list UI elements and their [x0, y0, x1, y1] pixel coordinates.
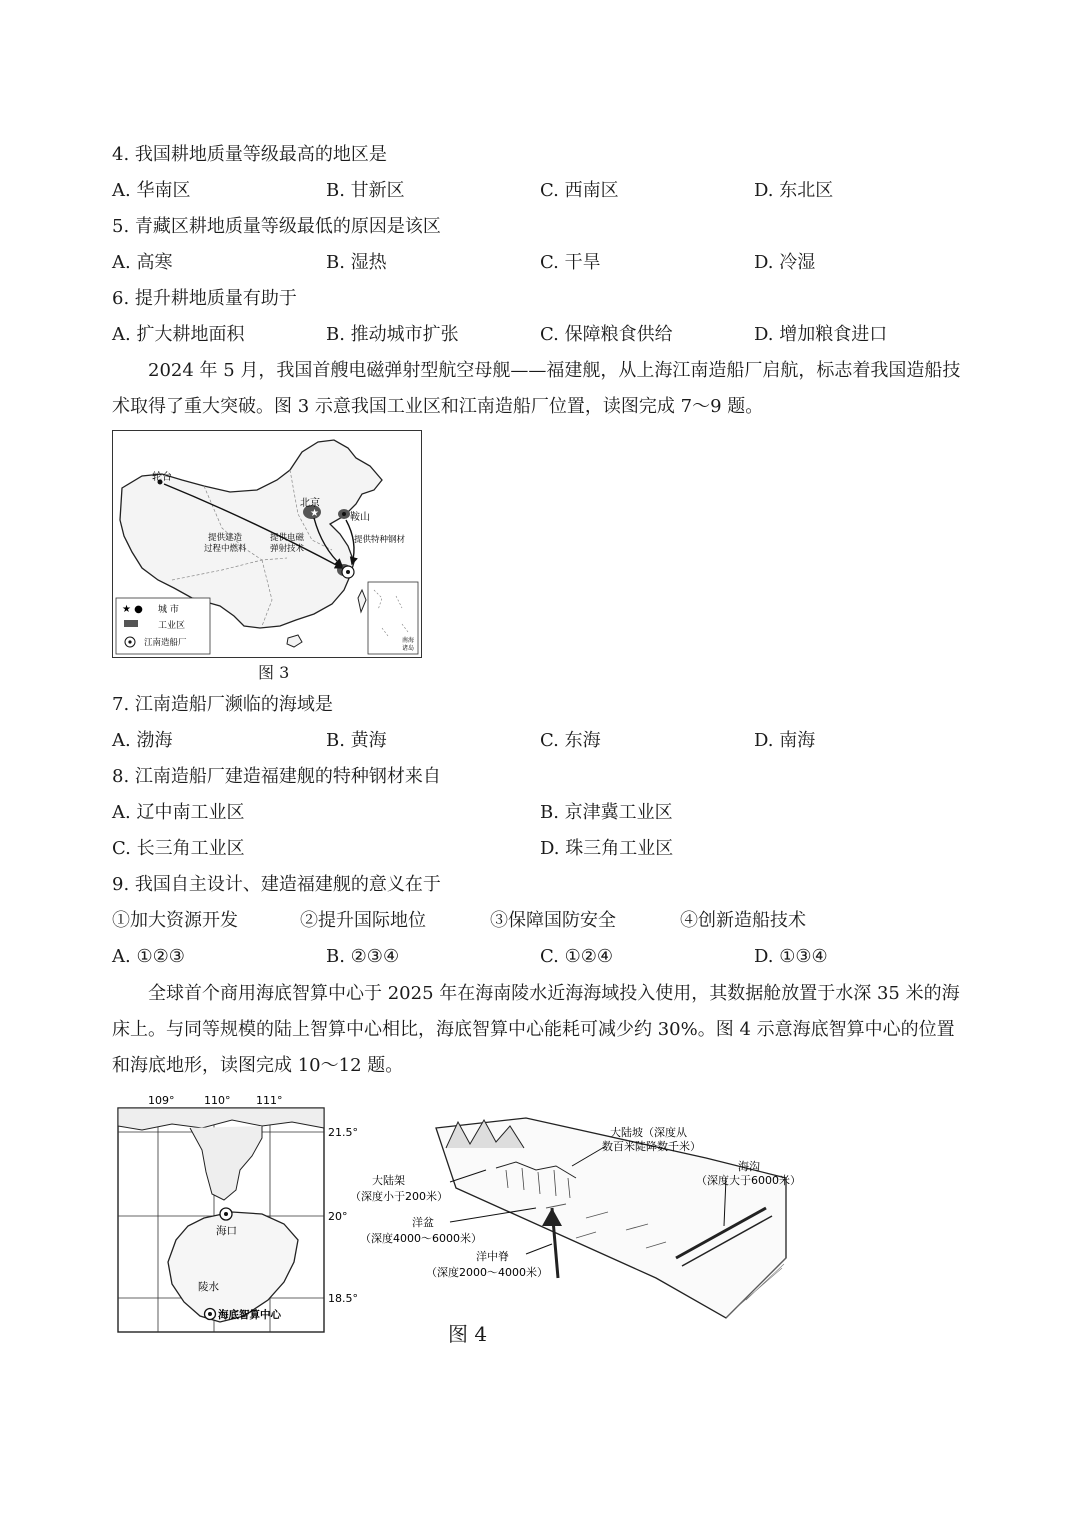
question-5-option-b[interactable]: B. 湿热 [326, 252, 387, 273]
question-7-stem: 7. 江南造船厂濒临的海域是 [112, 694, 333, 715]
svg-text:★ ●: ★ ● [122, 604, 143, 615]
figure-4-caption: 图 4 [448, 1322, 488, 1346]
label-trench-2: （深度大于6000米） [696, 1174, 801, 1187]
question-9-option-d[interactable]: D. ①③④ [754, 946, 828, 967]
lon-109: 109° [148, 1094, 175, 1107]
label-luntai: 轮台 [152, 472, 172, 483]
label-fuel-2: 过程中燃料 [204, 544, 247, 554]
label-trench-1: 海沟 [738, 1160, 760, 1173]
question-7-option-c[interactable]: C. 东海 [540, 730, 601, 751]
lon-110: 110° [204, 1094, 231, 1107]
question-7-option-b[interactable]: B. 黄海 [326, 730, 387, 751]
question-6-option-b[interactable]: B. 推动城市扩张 [326, 324, 459, 345]
figure-3-map [112, 430, 422, 658]
label-basin-2: （深度4000～6000米） [360, 1232, 482, 1245]
question-6-stem: 6. 提升耕地质量有助于 [112, 288, 297, 309]
question-9-option-b[interactable]: B. ②③④ [326, 946, 400, 967]
question-9-stem: 9. 我国自主设计、建造福建舰的意义在于 [112, 874, 441, 895]
label-ridge-2: （深度2000～4000米） [426, 1266, 548, 1279]
question-4-stem: 4. 我国耕地质量等级最高的地区是 [112, 144, 387, 165]
figure-4-hainan-map [112, 1090, 362, 1335]
label-basin-1: 洋盆 [412, 1216, 434, 1229]
question-9-option-c[interactable]: C. ①②④ [540, 946, 613, 967]
question-6-option-c[interactable]: C. 保障粮食供给 [540, 324, 673, 345]
label-slope-1: 大陆坡（深度从 [610, 1126, 687, 1139]
figure-3-caption: 图 3 [258, 663, 290, 682]
question-8-option-b[interactable]: B. 京津冀工业区 [540, 802, 673, 823]
svg-text:★: ★ [310, 508, 319, 519]
label-ridge-1: 洋中脊 [476, 1250, 509, 1263]
intro-paragraph-10-12: 全球首个商用海底智算中心于 2025 年在海南陵水近海海域投入使用，其数据舱放置于水深 35 米的海床上。与同等规模的陆上智算中心相比，海底智算中心能耗可减少约 30%。图 4 示意海底智算中心的位置和海底地形，读图完成 10～12 题。 [112, 983, 960, 1076]
question-9-item-1: ①加大资源开发 [112, 910, 238, 931]
question-4-option-c[interactable]: C. 西南区 [540, 180, 619, 201]
svg-text:诸: 诸 [402, 645, 409, 652]
question-7-option-d[interactable]: D. 南海 [754, 730, 816, 751]
lat-21-5: 21.5° [328, 1126, 358, 1139]
question-9-item-3: ③保障国防安全 [490, 910, 616, 931]
legend-industrial: 工业区 [158, 621, 186, 631]
question-4-option-b[interactable]: B. 甘新区 [326, 180, 405, 201]
question-7-option-a[interactable]: A. 渤海 [112, 730, 173, 751]
legend-shipyard: 江南造船厂 [144, 638, 187, 648]
lat-20: 20° [328, 1210, 348, 1223]
question-5-stem: 5. 青藏区耕地质量等级最低的原因是该区 [112, 216, 441, 237]
label-subsea-center: 海底智算中心 [218, 1309, 281, 1321]
question-9-item-4: ④创新造船技术 [680, 910, 806, 931]
label-lingshui: 陵水 [198, 1281, 219, 1293]
question-5-option-c[interactable]: C. 干旱 [540, 252, 601, 273]
question-8-option-a[interactable]: A. 辽中南工业区 [112, 802, 245, 823]
label-fuel-1: 提供建造 [208, 533, 243, 543]
question-9-option-a[interactable]: A. ①②③ [112, 946, 185, 967]
label-tech-2: 弹射技术 [270, 544, 305, 554]
question-9-item-2: ②提升国际地位 [300, 910, 426, 931]
question-5-option-a[interactable]: A. 高寒 [112, 252, 173, 273]
label-steel: 提供特种钢材 [354, 535, 406, 545]
question-8-option-c[interactable]: C. 长三角工业区 [112, 838, 245, 859]
intro-paragraph-7-9: 2024 年 5 月，我国首艘电磁弹射型航空母舰——福建舰，从上海江南造船厂启航，标志着我国造船技术取得了重大突破。图 3 示意我国工业区和江南造船厂位置，读图完成 7～9 题。 [112, 360, 961, 417]
lon-111: 111° [256, 1094, 283, 1107]
lat-18-5: 18.5° [328, 1292, 358, 1305]
question-8-stem: 8. 江南造船厂建造福建舰的特种钢材来自 [112, 766, 441, 787]
question-4-option-d[interactable]: D. 东北区 [754, 180, 834, 201]
svg-text:岛: 岛 [408, 645, 415, 652]
question-6-option-d[interactable]: D. 增加粮食进口 [754, 324, 888, 345]
question-8-option-d[interactable]: D. 珠三角工业区 [540, 838, 674, 859]
figure-4-seafloor-diagram [346, 1108, 816, 1323]
label-slope-2: 数百米陡降数千米） [602, 1140, 701, 1153]
label-haikou: 海口 [216, 1225, 237, 1237]
label-beijing: 北京 [300, 498, 320, 509]
svg-text:南: 南 [402, 637, 409, 644]
legend-city: 城 市 [158, 605, 179, 615]
question-4-option-a[interactable]: A. 华南区 [112, 180, 191, 201]
label-shelf-1: 大陆架 [372, 1174, 405, 1187]
svg-text:海: 海 [408, 637, 415, 644]
label-tech-1: 提供电磁 [270, 533, 305, 543]
label-shelf-2: （深度小于200米） [350, 1190, 448, 1203]
question-5-option-d[interactable]: D. 冷湿 [754, 252, 816, 273]
question-6-option-a[interactable]: A. 扩大耕地面积 [112, 324, 245, 345]
label-anshan: 鞍山 [350, 512, 370, 523]
